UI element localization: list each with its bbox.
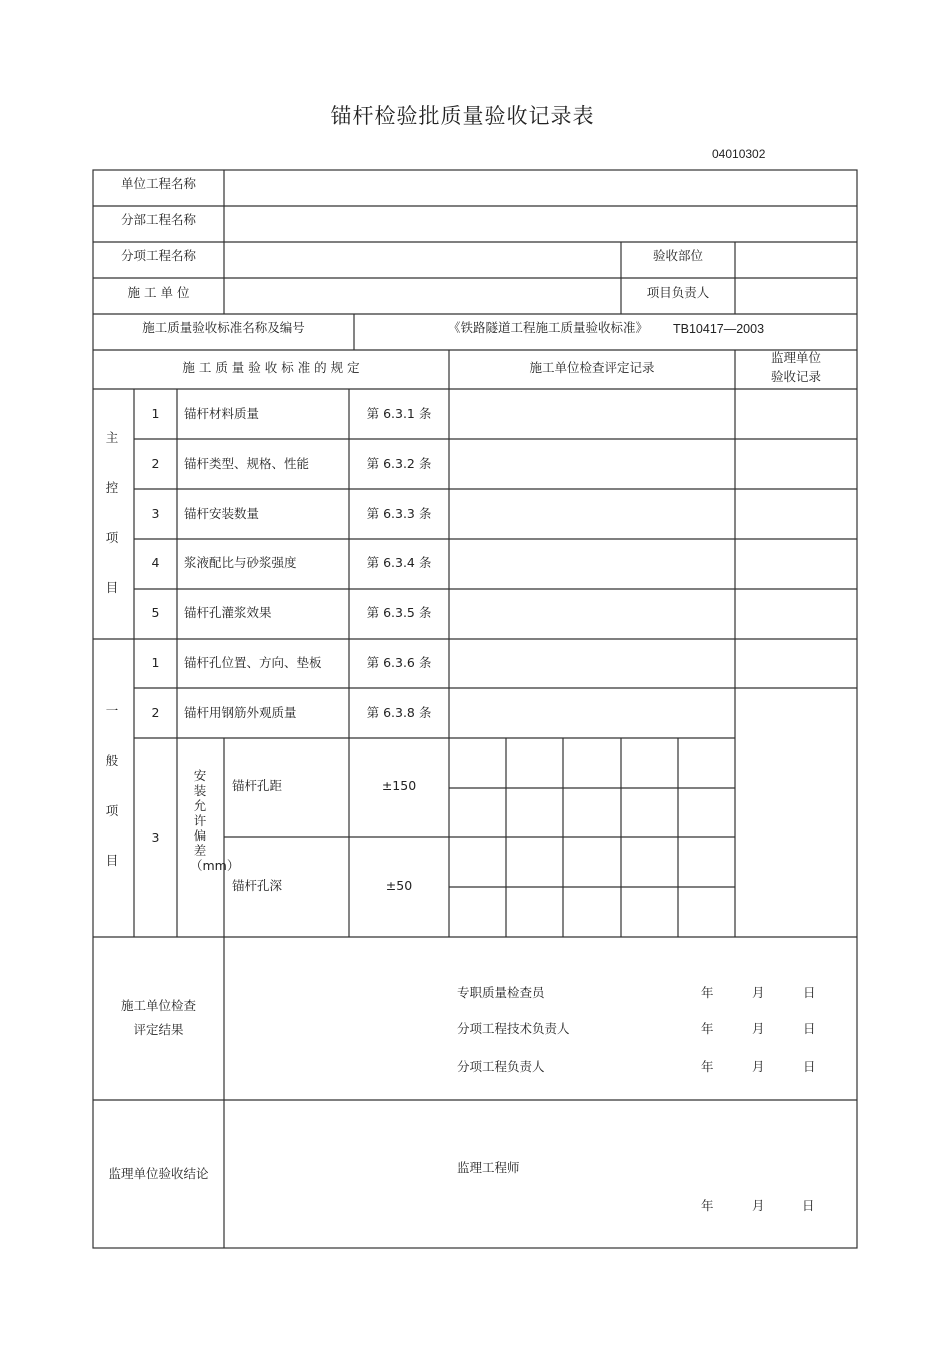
signer-technical-leader: 分项工程技术负责人 xyxy=(457,1021,570,1036)
date-month: 月 xyxy=(752,985,765,1000)
date-year: 年 xyxy=(701,1021,714,1036)
check-record-column-header: 施工单位检查评定记录 xyxy=(529,360,655,375)
supervisor-column-header-line1: 监理单位 xyxy=(770,350,821,365)
deviation-row-tolerance: ±50 xyxy=(385,878,413,893)
project-leader-label: 项目负责人 xyxy=(646,285,710,300)
date-year: 年 xyxy=(701,985,714,1000)
main-item-name: 锚杆材料质量 xyxy=(184,406,260,421)
main-item-no: 3 xyxy=(151,506,160,521)
main-item-no: 4 xyxy=(151,555,160,570)
deviation-row-name: 锚杆孔距 xyxy=(232,778,283,793)
construction-result-label-line1: 施工单位检查 xyxy=(120,998,196,1013)
main-item-name: 锚杆孔灌浆效果 xyxy=(184,605,272,620)
construction-unit-label: 施 工 单 位 xyxy=(127,285,190,300)
signer-item-leader: 分项工程负责人 xyxy=(457,1059,545,1074)
unit-project-name-label: 单位工程名称 xyxy=(120,176,196,191)
deviation-item-no: 3 xyxy=(151,830,160,845)
date-day: 日 xyxy=(803,985,816,1000)
standard-name-label: 施工质量验收标准名称及编号 xyxy=(142,320,305,335)
general-item-name: 锚杆用钢筋外观质量 xyxy=(184,705,297,720)
general-items-label: 一 般 项 目 xyxy=(105,703,119,868)
general-item-no: 1 xyxy=(151,655,160,670)
main-item-clause: 第 6.3.2 条 xyxy=(366,456,432,471)
general-item-clause: 第 6.3.6 条 xyxy=(366,655,432,670)
date-day: 日 xyxy=(803,1021,816,1036)
date-month: 月 xyxy=(752,1059,765,1074)
spec-column-header: 施 工 质 量 验 收 标 准 的 规 定 xyxy=(182,360,360,375)
general-item-clause: 第 6.3.8 条 xyxy=(366,705,432,720)
supervisor-column-header-line2: 验收记录 xyxy=(770,369,821,384)
date-year: 年 xyxy=(701,1198,714,1213)
construction-result-label-line2: 评定结果 xyxy=(133,1022,184,1037)
standard-name-value: 《铁路隧道工程施工质量验收标准》 xyxy=(448,320,649,335)
main-item-clause: 第 6.3.1 条 xyxy=(366,406,432,421)
date-day: 日 xyxy=(803,1059,816,1074)
main-item-no: 1 xyxy=(151,406,160,421)
item-project-name-label: 分项工程名称 xyxy=(120,248,196,263)
main-item-no: 2 xyxy=(151,456,160,471)
signer-supervisor-engineer: 监理工程师 xyxy=(457,1160,520,1175)
main-control-label: 主 控 项 目 xyxy=(105,430,119,595)
main-item-name: 锚杆类型、规格、性能 xyxy=(184,456,310,471)
form-code: 04010302 xyxy=(712,147,766,161)
main-item-clause: 第 6.3.5 条 xyxy=(366,605,432,620)
date-year: 年 xyxy=(701,1059,714,1074)
deviation-row-name: 锚杆孔深 xyxy=(232,878,283,893)
general-item-no: 2 xyxy=(151,705,160,720)
acceptance-part-label: 验收部位 xyxy=(652,248,703,263)
main-item-clause: 第 6.3.4 条 xyxy=(366,555,432,570)
general-item-name: 锚杆孔位置、方向、垫板 xyxy=(184,655,322,670)
main-item-name: 浆液配比与砂浆强度 xyxy=(184,555,297,570)
date-month: 月 xyxy=(752,1198,765,1213)
standard-code-value: TB10417—2003 xyxy=(673,322,765,336)
signer-quality-inspector: 专职质量检查员 xyxy=(457,985,545,1000)
date-day: 日 xyxy=(802,1198,815,1213)
page-title: 锚杆检验批质量验收记录表 xyxy=(330,104,595,128)
main-item-name: 锚杆安装数量 xyxy=(184,506,260,521)
supervisor-result-label: 监理单位验收结论 xyxy=(108,1166,209,1181)
main-item-no: 5 xyxy=(151,605,160,620)
sub-project-name-label: 分部工程名称 xyxy=(120,212,196,227)
date-month: 月 xyxy=(752,1021,765,1036)
deviation-row-tolerance: ±150 xyxy=(381,778,417,793)
deviation-group-label: 安装允许偏差（mm） xyxy=(190,768,240,873)
main-item-clause: 第 6.3.3 条 xyxy=(366,506,432,521)
